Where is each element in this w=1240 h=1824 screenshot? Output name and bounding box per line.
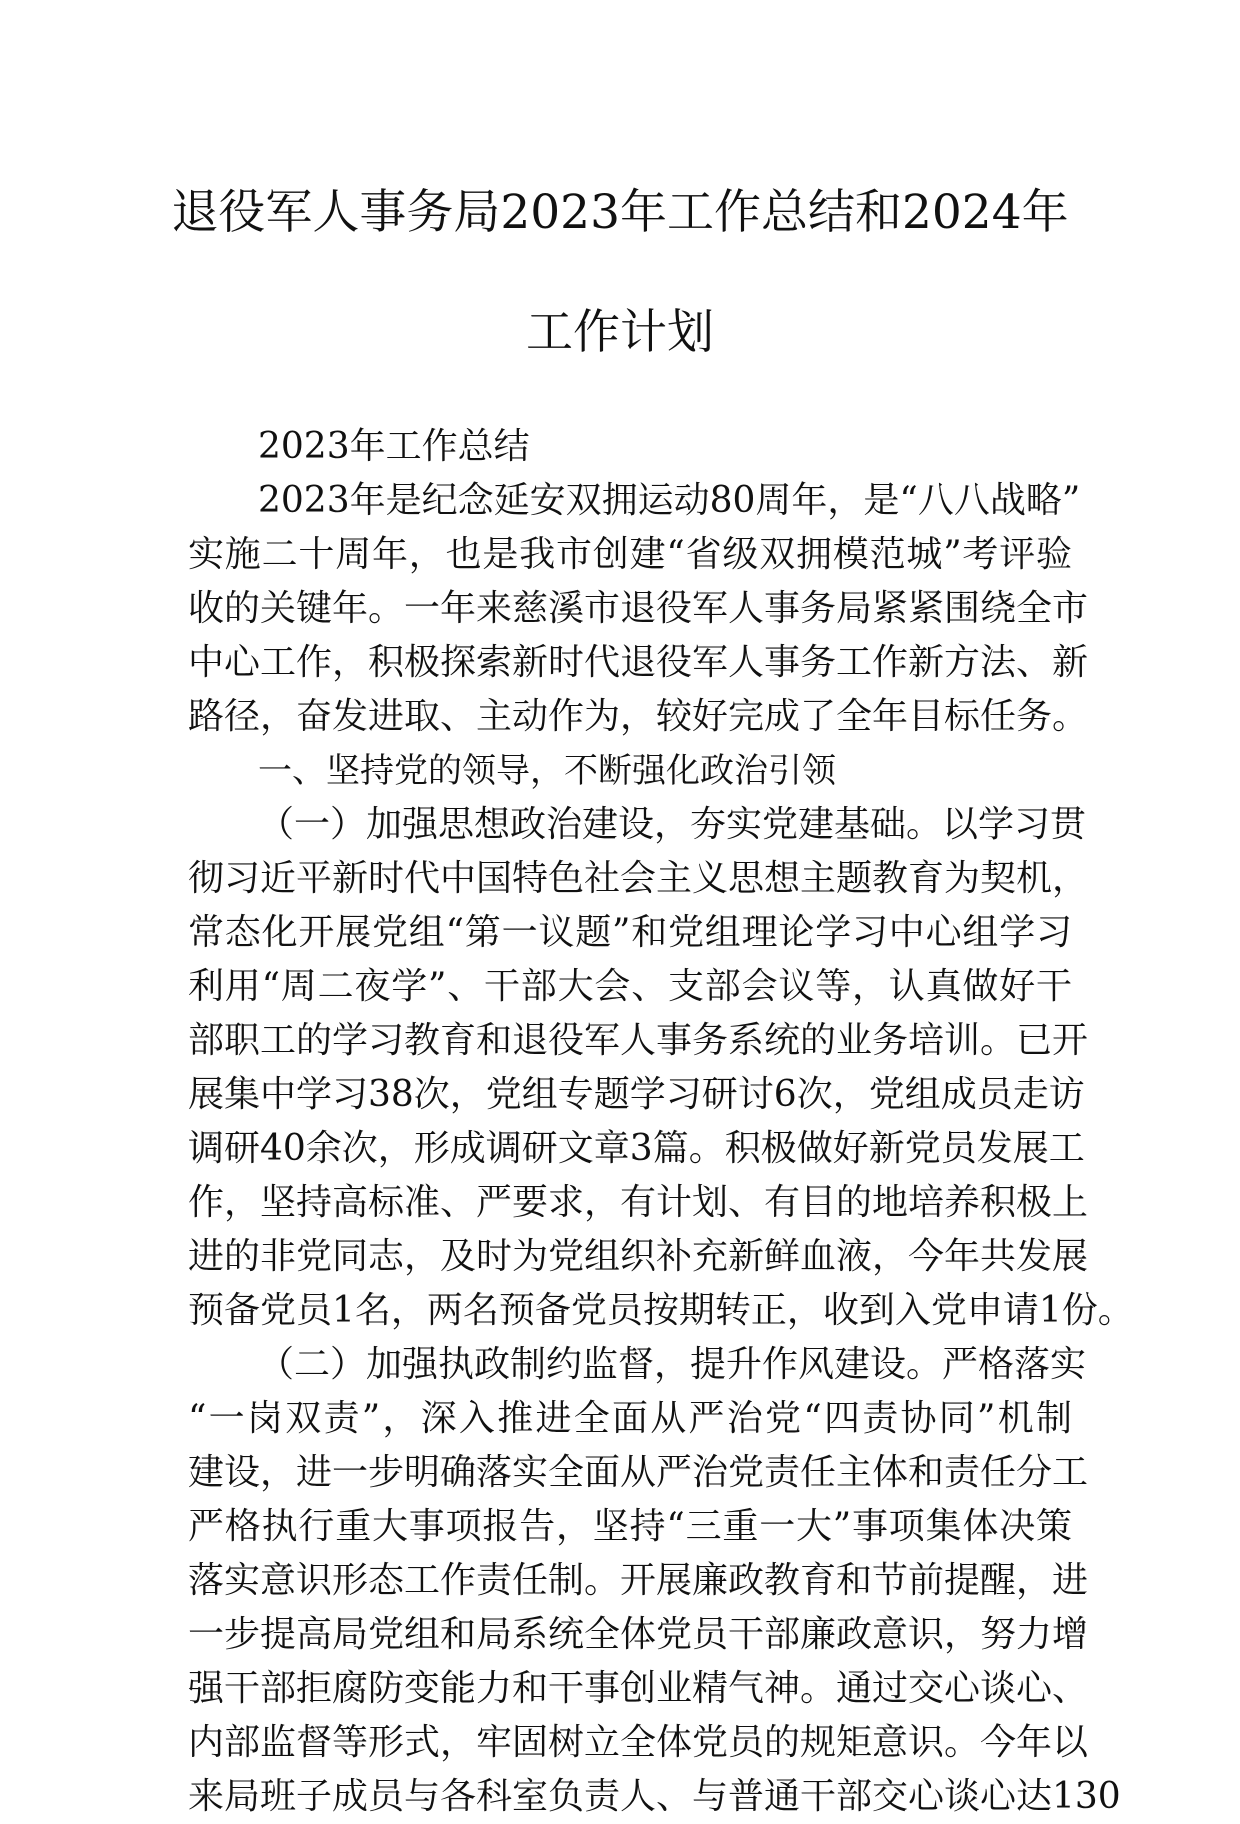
paragraph-line: 一步提高局党组和局系统全体党员干部廉政意识，努力增 — [188, 1614, 1089, 1655]
document-title-line-2: 工作计划 — [526, 305, 714, 360]
paragraph-line: 进的非党同志，及时为党组织补充新鲜血液，今年共发展 — [188, 1236, 1089, 1277]
paragraph-line: 2023年是纪念延安双拥运动80周年，是“八八战略” — [258, 480, 1081, 521]
paragraph-line: 展集中学习38次，党组专题学习研讨6次，党组成员走访 — [188, 1074, 1085, 1115]
paragraph-line: 部职工的学习教育和退役军人事务系统的业务培训。已开 — [188, 1020, 1089, 1061]
paragraph-line: 利用“周二夜学”、干部大会、支部会议等，认真做好干 — [188, 966, 1072, 1007]
section-heading-party-leadership: 一、坚持党的领导，不断强化政治引领 — [258, 751, 836, 791]
paragraph-line: 常态化开展党组“第一议题”和党组理论学习中心组学习 — [188, 912, 1072, 953]
paragraph-line: 中心工作，积极探索新时代退役军人事务工作新方法、新 — [188, 642, 1089, 683]
section-heading-2023-summary: 2023年工作总结 — [258, 426, 530, 467]
paragraph-line: 作，坚持高标准、严要求，有计划、有目的地培养积极上 — [188, 1182, 1089, 1223]
paragraph-line: 来局班子成员与各科室负责人、与普通干部交心谈心达130 — [188, 1776, 1121, 1817]
paragraph-line: 内部监督等形式，牢固树立全体党员的规矩意识。今年以 — [188, 1722, 1089, 1763]
paragraph-line: （二）加强执政制约监督，提升作风建设。严格落实 — [258, 1344, 1087, 1385]
paragraph-line: 实施二十周年，也是我市创建“省级双拥模范城”考评验 — [188, 534, 1072, 575]
document-title-line-1: 退役军人事务局2023年工作总结和2024年 — [171, 185, 1069, 240]
paragraph-line: 彻习近平新时代中国特色社会主义思想主题教育为契机， — [188, 858, 1089, 899]
document-body — [188, 420, 1134, 1824]
paragraph-line: 落实意识形态工作责任制。开展廉政教育和节前提醒，进 — [188, 1560, 1089, 1601]
paragraph-line: 调研40余次，形成调研文章3篇。积极做好新党员发展工 — [188, 1128, 1085, 1169]
paragraph-line: 严格执行重大事项报告，坚持“三重一大”事项集体决策 — [188, 1506, 1072, 1547]
paragraph-line: 收的关键年。一年来慈溪市退役军人事务局紧紧围绕全市 — [188, 588, 1089, 629]
paragraph-line: 建设，进一步明确落实全面从严治党责任主体和责任分工 — [188, 1452, 1089, 1493]
paragraph-line: 路径，奋发进取、主动作为，较好完成了全年目标任务。 — [188, 696, 1089, 737]
paragraph-line: “一岗双责”，深入推进全面从严治党“四责协同”机制 — [188, 1398, 1072, 1439]
paragraph-line: 强干部拒腐防变能力和干事创业精气神。通过交心谈心、 — [188, 1668, 1089, 1709]
paragraph-line: 预备党员1名，两名预备党员按期转正，收到入党申请1份。 — [188, 1290, 1134, 1331]
paragraph-line: （一）加强思想政治建设，夯实党建基础。以学习贯 — [258, 804, 1087, 845]
